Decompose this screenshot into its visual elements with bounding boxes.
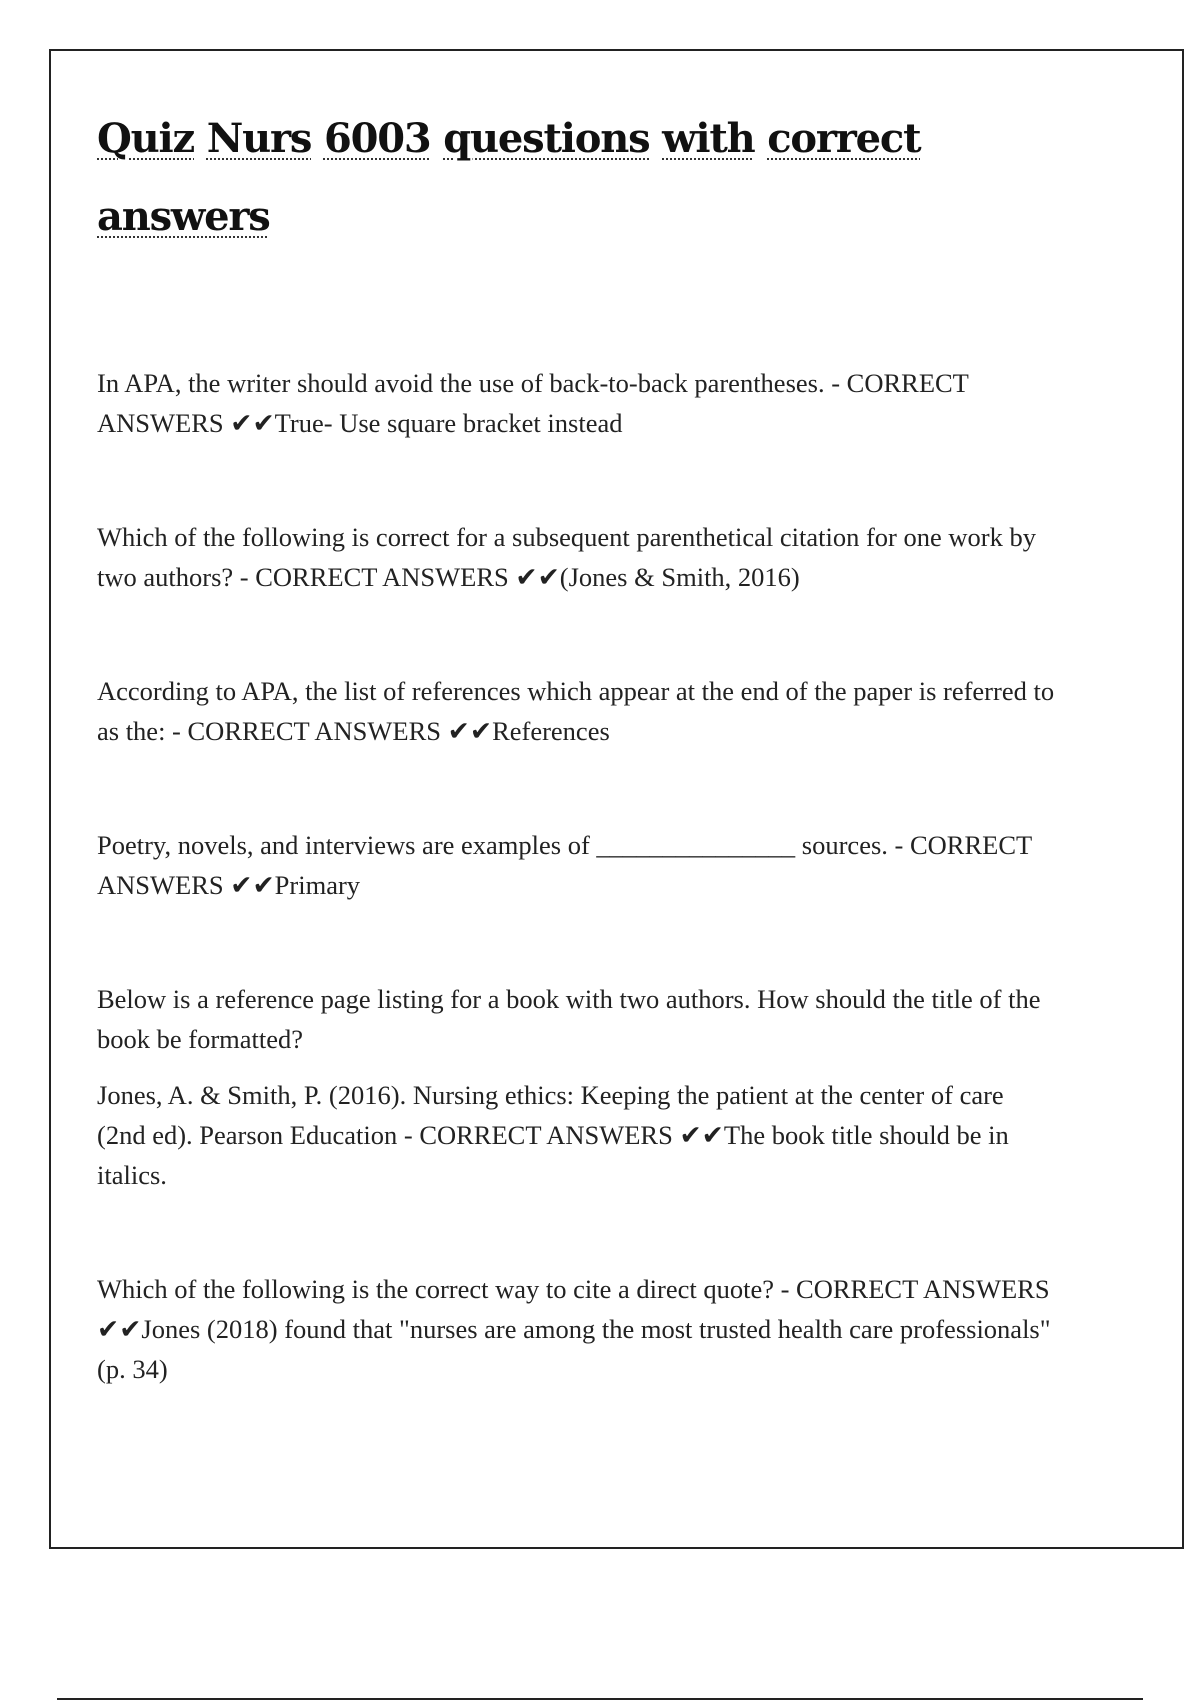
question-answer-item: [97, 671, 1057, 751]
question-answer-text: Which of the following is correct for a subsequent parenthetical citation for one work by two authors? - CORRECT ANSWERS ✔✔(Jones & Smith, 2016): [97, 522, 1036, 592]
title-word: answers: [97, 193, 270, 240]
question-answer-text: Which of the following is the correct way to cite a direct quote? - CORRECT ANSWERS ✔✔Jones (2018) found that "nurses are among the most trusted health care professionals" (p. 34): [97, 1274, 1051, 1384]
question-answer-item: [97, 1269, 1057, 1389]
title-word: 6003: [323, 115, 431, 162]
question-answer-text: Poetry, novels, and interviews are examples of _______________ sources. - CORRECT ANSWERS ✔✔Primary: [97, 830, 1032, 900]
question-answer-text: Jones, A. & Smith, P. (2016). Nursing ethics: Keeping the patient at the center of care (2nd ed). Pearson Education - CORRECT ANSWERS ✔✔The book title should be in italics.: [97, 1080, 1009, 1190]
title-word: questions: [443, 115, 650, 162]
question-intro-text: Below is a reference page listing for a book with two authors. How should the title of the book be formatted?: [97, 984, 1041, 1054]
title-word: correct: [767, 115, 921, 162]
title-word: with: [662, 115, 755, 162]
page-title: [97, 100, 1057, 256]
question-answer-item: [97, 363, 1057, 443]
document-content: [97, 100, 1057, 1389]
title-word: Nurs: [206, 115, 312, 162]
title-word: Quiz: [97, 115, 195, 162]
question-answer-item: [97, 517, 1057, 597]
question-answer-item: [97, 825, 1057, 905]
question-answer-text: According to APA, the list of references which appear at the end of the paper is referred to as the: - CORRECT ANSWERS ✔✔References: [97, 676, 1055, 746]
question-answer-item: [97, 979, 1057, 1195]
question-answer-text: In APA, the writer should avoid the use of back-to-back parentheses. - CORRECT ANSWERS ✔✔True- Use square bracket instead: [97, 368, 969, 438]
